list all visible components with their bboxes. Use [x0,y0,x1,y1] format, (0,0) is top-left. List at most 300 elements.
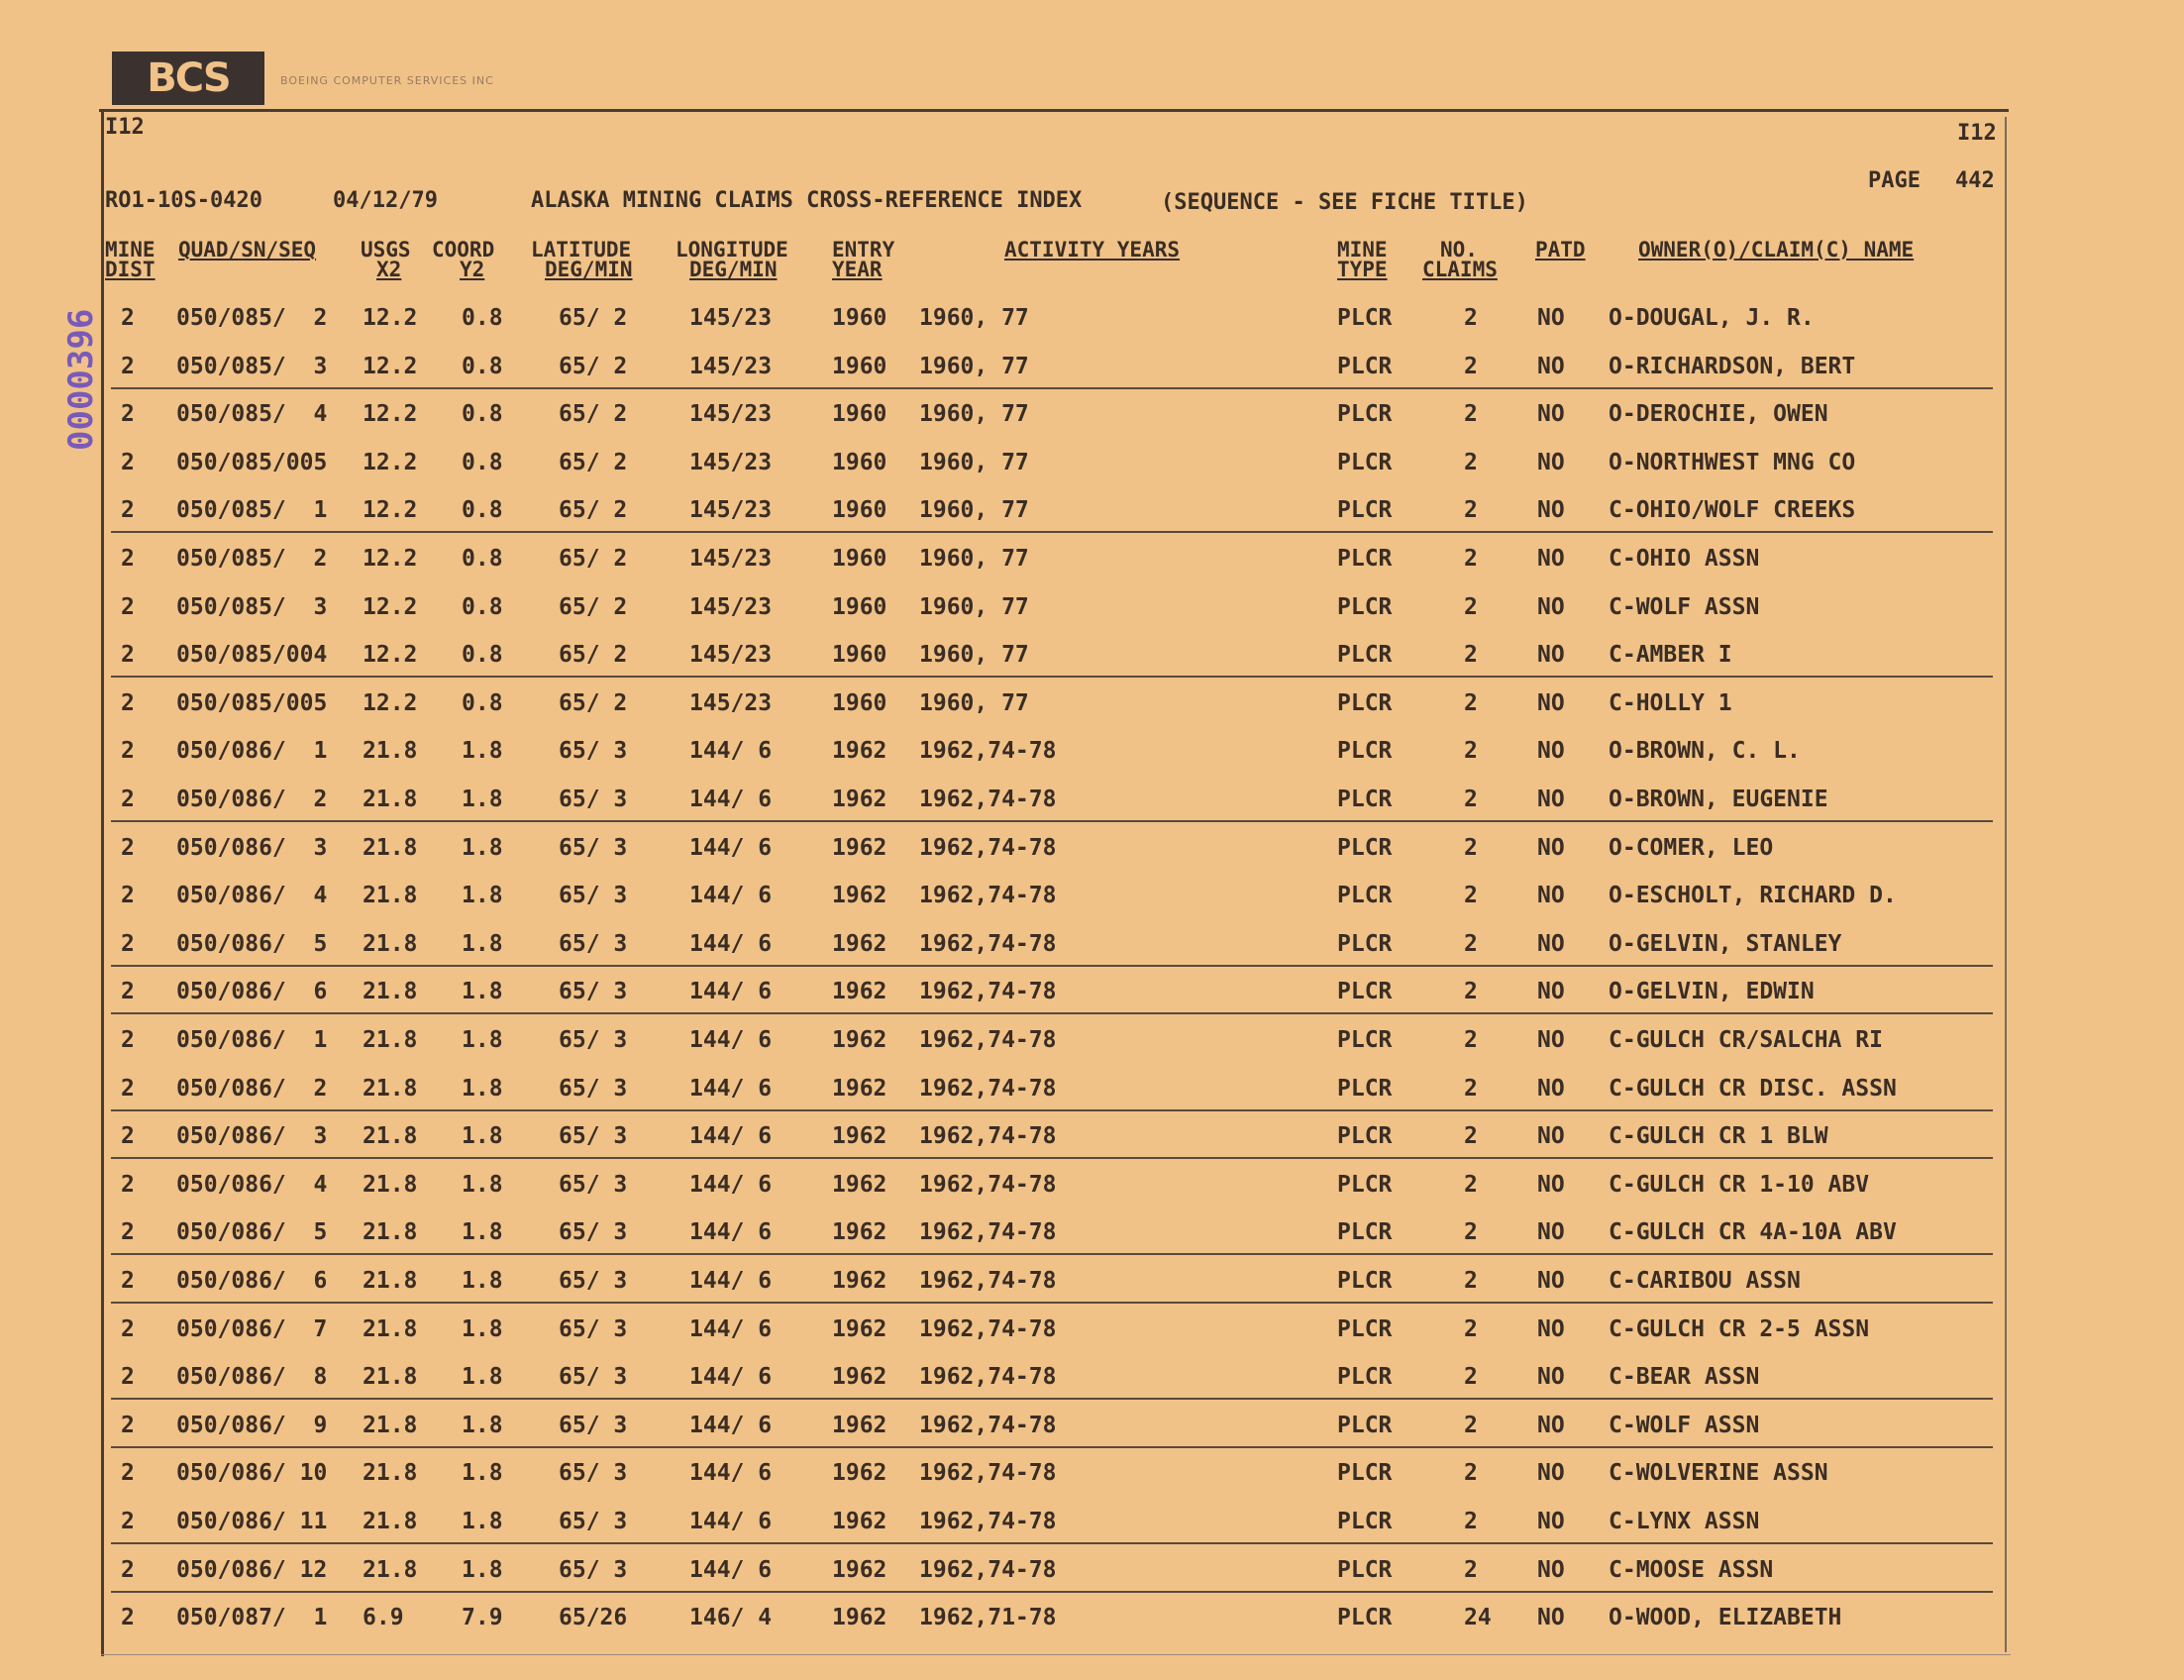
cell-mine-dist: 2 [121,401,135,427]
cell-longitude: 145/23 [689,546,773,572]
cell-mine-dist: 2 [121,642,135,668]
row-rule-line [111,676,1993,678]
cell-y2: 1.8 [462,787,503,812]
header-x2: USGS X2 [361,238,411,281]
cell-mine-dist: 2 [121,1027,135,1053]
cell-mine-dist: 2 [121,497,135,523]
cell-x2: 12.2 [363,497,418,523]
cell-x2: 21.8 [363,979,418,1004]
cell-owner-name: O-BROWN, C. L. [1609,738,1801,764]
cell-claims: 2 [1464,354,1478,379]
cell-x2: 21.8 [363,1413,418,1438]
cell-longitude: 144/ 6 [689,787,773,812]
row-rule-line [111,1542,1993,1544]
cell-mine-dist: 2 [121,835,135,861]
cell-y2: 0.8 [462,354,503,379]
cell-activity-years: 1962,74-78 [919,835,1057,861]
cell-x2: 21.8 [363,1460,418,1486]
table-row [0,401,2184,449]
cell-longitude: 144/ 6 [689,1413,773,1438]
cell-y2: 1.8 [462,979,503,1004]
cell-entry-year: 1962 [832,1509,887,1534]
cell-claims: 2 [1464,931,1478,957]
cell-mine-dist: 2 [121,738,135,764]
cell-claims: 2 [1464,1027,1478,1053]
cell-mine-dist: 2 [121,1172,135,1198]
table-row [0,787,2184,834]
cell-mine-dist: 2 [121,1076,135,1102]
cell-claims: 24 [1464,1605,1492,1630]
header-lon: LONGITUDE DEG/MIN [676,238,788,281]
cell-claims: 2 [1464,835,1478,861]
cell-x2: 21.8 [363,787,418,812]
cell-x2: 12.2 [363,401,418,427]
cell-mine-dist: 2 [121,1460,135,1486]
page-number: 442 [1955,168,1995,193]
cell-owner-name: C-AMBER I [1609,642,1732,668]
cell-activity-years: 1962,74-78 [919,1364,1057,1390]
cell-entry-year: 1960 [832,690,887,716]
cell-patd: NO [1537,1605,1565,1630]
cell-activity-years: 1962,74-78 [919,979,1057,1004]
cell-mine-type: PLCR [1337,787,1393,812]
cell-mine-type: PLCR [1337,1364,1393,1390]
cell-claims: 2 [1464,1268,1478,1294]
cell-longitude: 144/ 6 [689,1123,773,1149]
cell-latitude: 65/ 2 [559,642,628,668]
row-rule-line [111,1591,1993,1593]
table-row [0,594,2184,642]
cell-mine-type: PLCR [1337,594,1393,620]
cell-mine-dist: 2 [121,1123,135,1149]
cell-owner-name: C-WOLVERINE ASSN [1609,1460,1828,1486]
cell-mine-type: PLCR [1337,354,1393,379]
row-rule-line [111,1446,1993,1448]
cell-latitude: 65/ 3 [559,738,628,764]
cell-latitude: 65/ 2 [559,594,628,620]
cell-claims: 2 [1464,497,1478,523]
cell-quad: 050/086/ 1 [176,738,328,764]
cell-quad: 050/085/004 [176,642,328,668]
cell-y2: 0.8 [462,450,503,475]
row-rule-line [111,1012,1993,1014]
cell-claims: 2 [1464,305,1478,331]
cell-patd: NO [1537,1027,1565,1053]
cell-y2: 1.8 [462,1364,503,1390]
cell-entry-year: 1962 [832,1413,887,1438]
cell-x2: 12.2 [363,305,418,331]
cell-owner-name: O-COMER, LEO [1609,835,1774,861]
cell-y2: 1.8 [462,738,503,764]
cell-latitude: 65/ 3 [559,1509,628,1534]
header-mine-dist: MINE DIST [105,238,156,281]
cell-claims: 2 [1464,1509,1478,1534]
cell-mine-type: PLCR [1337,497,1393,523]
cell-patd: NO [1537,835,1565,861]
cell-activity-years: 1962,74-78 [919,1076,1057,1102]
table-row [0,690,2184,738]
cell-y2: 1.8 [462,1509,503,1534]
cell-claims: 2 [1464,1557,1478,1583]
cell-patd: NO [1537,1364,1565,1390]
cell-activity-years: 1960, 77 [919,690,1029,716]
cell-mine-type: PLCR [1337,1172,1393,1198]
cell-mine-type: PLCR [1337,690,1393,716]
cell-mine-dist: 2 [121,305,135,331]
cell-owner-name: O-GELVIN, STANLEY [1609,931,1842,957]
cell-owner-name: C-BEAR ASSN [1609,1364,1760,1390]
cell-x2: 21.8 [363,883,418,908]
cell-owner-name: C-HOLLY 1 [1609,690,1732,716]
cell-claims: 2 [1464,546,1478,572]
header-quad: QUAD/SN/SEQ [178,238,317,262]
cell-quad: 050/085/ 4 [176,401,328,427]
cell-x2: 21.8 [363,835,418,861]
cell-x2: 6.9 [363,1605,404,1630]
cell-activity-years: 1962,74-78 [919,1413,1057,1438]
cell-quad: 050/086/ 12 [176,1557,328,1583]
cell-y2: 0.8 [462,594,503,620]
cell-y2: 7.9 [462,1605,503,1630]
cell-x2: 21.8 [363,1557,418,1583]
cell-y2: 1.8 [462,1316,503,1342]
cell-x2: 21.8 [363,1172,418,1198]
cell-quad: 050/086/ 5 [176,931,328,957]
cell-x2: 21.8 [363,1364,418,1390]
cell-quad: 050/087/ 1 [176,1605,328,1630]
cell-patd: NO [1537,1460,1565,1486]
cell-mine-type: PLCR [1337,1316,1393,1342]
cell-latitude: 65/ 3 [559,1413,628,1438]
table-row [0,497,2184,545]
table-row [0,1605,2184,1652]
header-entry: ENTRY YEAR [832,238,895,281]
cell-x2: 21.8 [363,738,418,764]
cell-patd: NO [1537,305,1565,331]
cell-owner-name: C-CARIBOU ASSN [1609,1268,1801,1294]
cell-entry-year: 1960 [832,450,887,475]
cell-claims: 2 [1464,1460,1478,1486]
cell-entry-year: 1962 [832,1364,887,1390]
cell-entry-year: 1960 [832,401,887,427]
cell-activity-years: 1962,74-78 [919,1172,1057,1198]
table-row [0,1076,2184,1123]
cell-longitude: 144/ 6 [689,738,773,764]
table-row [0,1219,2184,1267]
cell-owner-name: O-BROWN, EUGENIE [1609,787,1828,812]
cell-patd: NO [1537,546,1565,572]
cell-owner-name: O-RICHARDSON, BERT [1609,354,1856,379]
cell-activity-years: 1962,74-78 [919,1316,1057,1342]
cell-quad: 050/086/ 10 [176,1460,328,1486]
cell-longitude: 144/ 6 [689,883,773,908]
cell-y2: 1.8 [462,835,503,861]
table-row [0,738,2184,786]
cell-activity-years: 1960, 77 [919,305,1029,331]
cell-mine-dist: 2 [121,979,135,1004]
cell-longitude: 145/23 [689,305,773,331]
table-row [0,979,2184,1026]
page-label: PAGE [1868,168,1921,193]
cell-mine-type: PLCR [1337,1605,1393,1630]
cell-mine-dist: 2 [121,931,135,957]
cell-y2: 0.8 [462,497,503,523]
cell-mine-type: PLCR [1337,305,1393,331]
cell-y2: 1.8 [462,883,503,908]
cell-owner-name: C-WOLF ASSN [1609,1413,1760,1438]
cell-entry-year: 1960 [832,305,887,331]
cell-y2: 0.8 [462,690,503,716]
cell-activity-years: 1962,74-78 [919,883,1057,908]
row-rule-line [111,387,1993,389]
cell-activity-years: 1960, 77 [919,354,1029,379]
cell-latitude: 65/ 3 [559,1219,628,1245]
cell-x2: 21.8 [363,1268,418,1294]
cell-x2: 21.8 [363,1076,418,1102]
cell-entry-year: 1962 [832,1316,887,1342]
frame-id-right: I12 [1957,121,1997,146]
cell-claims: 2 [1464,401,1478,427]
cell-latitude: 65/ 2 [559,401,628,427]
header-lat: LATITUDE DEG/MIN [531,238,633,281]
row-rule-line [111,1157,1993,1159]
cell-latitude: 65/ 3 [559,1076,628,1102]
cell-owner-name: C-GULCH CR 1 BLW [1609,1123,1828,1149]
table-row [0,835,2184,883]
cell-claims: 2 [1464,787,1478,812]
cell-quad: 050/086/ 1 [176,1027,328,1053]
row-rule-line [111,1302,1993,1304]
table-row [0,931,2184,979]
cell-x2: 12.2 [363,594,418,620]
cell-claims: 2 [1464,1076,1478,1102]
report-title: ALASKA MINING CLAIMS CROSS-REFERENCE INDEX [531,188,1083,213]
cell-patd: NO [1537,1123,1565,1149]
cell-mine-dist: 2 [121,690,135,716]
cell-entry-year: 1962 [832,835,887,861]
cell-mine-type: PLCR [1337,1268,1393,1294]
cell-mine-type: PLCR [1337,1460,1393,1486]
report-id: RO1-10S-0420 [105,188,262,213]
cell-x2: 12.2 [363,546,418,572]
header-y2: COORD Y2 [432,238,495,281]
cell-longitude: 146/ 4 [689,1605,773,1630]
cell-longitude: 145/23 [689,497,773,523]
cell-patd: NO [1537,1268,1565,1294]
cell-quad: 050/086/ 3 [176,1123,328,1149]
cell-mine-type: PLCR [1337,401,1393,427]
cell-x2: 21.8 [363,1123,418,1149]
cell-patd: NO [1537,642,1565,668]
cell-owner-name: C-WOLF ASSN [1609,594,1760,620]
table-row [0,1460,2184,1508]
cell-mine-dist: 2 [121,354,135,379]
cell-x2: 21.8 [363,1509,418,1534]
cell-longitude: 144/ 6 [689,1172,773,1198]
cell-longitude: 144/ 6 [689,979,773,1004]
cell-y2: 1.8 [462,1219,503,1245]
cell-y2: 1.8 [462,1413,503,1438]
cell-patd: NO [1537,883,1565,908]
cell-quad: 050/086/ 6 [176,1268,328,1294]
cell-longitude: 145/23 [689,401,773,427]
table-row [0,1557,2184,1605]
table-row [0,1316,2184,1364]
cell-x2: 12.2 [363,450,418,475]
cell-patd: NO [1537,401,1565,427]
cell-entry-year: 1960 [832,594,887,620]
cell-mine-dist: 2 [121,1509,135,1534]
cell-patd: NO [1537,1076,1565,1102]
cell-y2: 1.8 [462,1027,503,1053]
cell-owner-name: C-GULCH CR 1-10 ABV [1609,1172,1870,1198]
cell-mine-type: PLCR [1337,546,1393,572]
cell-owner-name: O-WOOD, ELIZABETH [1609,1605,1842,1630]
header-mine-type: MINE TYPE [1337,238,1388,281]
cell-claims: 2 [1464,883,1478,908]
cell-activity-years: 1962,74-78 [919,1027,1057,1053]
cell-owner-name: O-DEROCHIE, OWEN [1609,401,1828,427]
table-row [0,305,2184,353]
cell-activity-years: 1960, 77 [919,450,1029,475]
cell-y2: 0.8 [462,401,503,427]
cell-latitude: 65/ 3 [559,1364,628,1390]
cell-latitude: 65/ 3 [559,931,628,957]
cell-activity-years: 1960, 77 [919,401,1029,427]
cell-patd: NO [1537,979,1565,1004]
cell-entry-year: 1960 [832,546,887,572]
cell-claims: 2 [1464,594,1478,620]
cell-y2: 0.8 [462,642,503,668]
frame-bottom-line [101,1654,2011,1655]
cell-entry-year: 1962 [832,1076,887,1102]
cell-claims: 2 [1464,1364,1478,1390]
cell-claims: 2 [1464,1316,1478,1342]
cell-quad: 050/085/ 2 [176,546,328,572]
cell-latitude: 65/ 3 [559,1460,628,1486]
cell-entry-year: 1960 [832,497,887,523]
cell-y2: 1.8 [462,1460,503,1486]
cell-entry-year: 1960 [832,354,887,379]
table-row [0,883,2184,930]
cell-owner-name: C-LYNX ASSN [1609,1509,1760,1534]
cell-longitude: 144/ 6 [689,931,773,957]
cell-claims: 2 [1464,690,1478,716]
cell-longitude: 144/ 6 [689,1268,773,1294]
cell-latitude: 65/ 3 [559,1316,628,1342]
table-row [0,1027,2184,1075]
table-row [0,1123,2184,1171]
cell-mine-dist: 2 [121,1605,135,1630]
cell-mine-type: PLCR [1337,931,1393,957]
cell-quad: 050/086/ 3 [176,835,328,861]
report-sequence-note: (SEQUENCE - SEE FICHE TITLE) [1161,190,1528,215]
cell-quad: 050/086/ 2 [176,787,328,812]
sequence-stamp: 0000396 [61,308,101,451]
cell-entry-year: 1962 [832,979,887,1004]
cell-quad: 050/086/ 2 [176,1076,328,1102]
cell-mine-type: PLCR [1337,1076,1393,1102]
cell-latitude: 65/ 2 [559,690,628,716]
cell-x2: 12.2 [363,642,418,668]
cell-latitude: 65/ 2 [559,546,628,572]
cell-mine-dist: 2 [121,1219,135,1245]
cell-longitude: 145/23 [689,594,773,620]
cell-mine-type: PLCR [1337,1027,1393,1053]
header-owner: OWNER(O)/CLAIM(C) NAME [1638,238,1915,262]
cell-quad: 050/086/ 4 [176,883,328,908]
cell-latitude: 65/ 2 [559,497,628,523]
cell-owner-name: O-ESCHOLT, RICHARD D. [1609,883,1897,908]
cell-y2: 1.8 [462,1172,503,1198]
cell-latitude: 65/ 2 [559,305,628,331]
cell-owner-name: C-MOOSE ASSN [1609,1557,1774,1583]
cell-quad: 050/086/ 9 [176,1413,328,1438]
table-row [0,1364,2184,1412]
cell-longitude: 144/ 6 [689,1509,773,1534]
row-rule-line [111,820,1993,822]
cell-activity-years: 1960, 77 [919,642,1029,668]
cell-mine-dist: 2 [121,1364,135,1390]
cell-latitude: 65/ 3 [559,883,628,908]
cell-entry-year: 1962 [832,883,887,908]
cell-y2: 1.8 [462,1557,503,1583]
cell-mine-dist: 2 [121,1268,135,1294]
cell-y2: 1.8 [462,931,503,957]
cell-patd: NO [1537,1219,1565,1245]
cell-latitude: 65/ 3 [559,1027,628,1053]
cell-owner-name: O-DOUGAL, J. R. [1609,305,1815,331]
cell-mine-dist: 2 [121,883,135,908]
cell-quad: 050/085/ 1 [176,497,328,523]
cell-y2: 0.8 [462,305,503,331]
cell-mine-type: PLCR [1337,883,1393,908]
cell-mine-dist: 2 [121,787,135,812]
cell-claims: 2 [1464,979,1478,1004]
cell-latitude: 65/ 3 [559,787,628,812]
cell-mine-dist: 2 [121,450,135,475]
report-date: 04/12/79 [333,188,438,213]
cell-longitude: 145/23 [689,450,773,475]
row-rule-line [111,1253,1993,1255]
cell-owner-name: C-OHIO/WOLF CREEKS [1609,497,1856,523]
table-row [0,1509,2184,1556]
cell-x2: 21.8 [363,1219,418,1245]
cell-entry-year: 1962 [832,1219,887,1245]
cell-mine-dist: 2 [121,594,135,620]
cell-entry-year: 1962 [832,738,887,764]
cell-patd: NO [1537,1557,1565,1583]
cell-mine-type: PLCR [1337,1413,1393,1438]
table-row [0,642,2184,689]
table-row [0,1268,2184,1315]
cell-entry-year: 1962 [832,1460,887,1486]
cell-entry-year: 1962 [832,1172,887,1198]
cell-patd: NO [1537,738,1565,764]
cell-mine-type: PLCR [1337,1509,1393,1534]
cell-activity-years: 1962,74-78 [919,931,1057,957]
cell-longitude: 144/ 6 [689,835,773,861]
cell-longitude: 144/ 6 [689,1460,773,1486]
cell-x2: 21.8 [363,1027,418,1053]
cell-claims: 2 [1464,450,1478,475]
cell-entry-year: 1962 [832,1027,887,1053]
cell-quad: 050/085/ 3 [176,354,328,379]
cell-activity-years: 1960, 77 [919,594,1029,620]
company-name: BOEING COMPUTER SERVICES INC [280,74,494,87]
cell-activity-years: 1962,74-78 [919,1509,1057,1534]
cell-entry-year: 1962 [832,1605,887,1630]
